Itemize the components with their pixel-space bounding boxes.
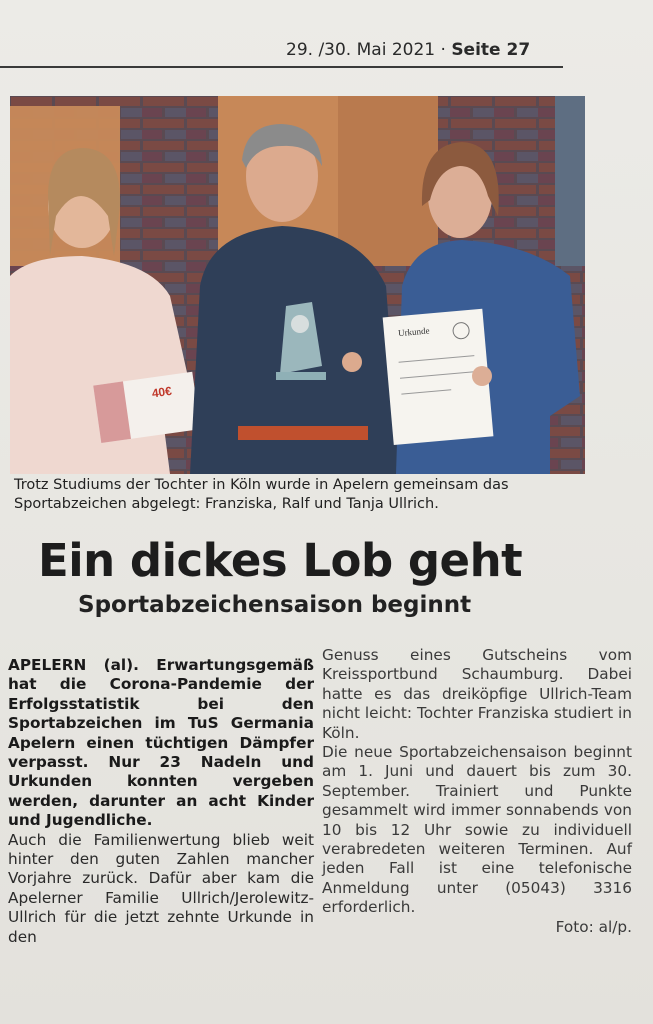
article-paragraph: Die neue Sportabzeichensaison beginnt am 1. Juni und dauert bis zum 30. September. Trainiert und Punkte gesammelt wird immer sonnabends von 10 bis 12 Uhr sowie zu individuell verabredeten weiteren Terminen. Auf jeden Fall ist eine telefonische Anmeldung unter (05043) 3316 erforderlich. (322, 743, 632, 917)
article-column-1 (8, 656, 314, 947)
header-rule (0, 66, 563, 68)
article-photo (10, 96, 585, 474)
article-lead: APELERN (al). Erwartungsgemäß hat die Corona-Pandemie der Erfolgsstatistik bei den Sportabzeichen im TuS Germania Apelern einen tüchtigen Dämpfer verpasst. Nur 23 Nadeln und Urkunden konnten vergeben werden, darunter an acht Kinder und Jugendliche. (8, 656, 314, 830)
photo-three-people-award-icon (10, 96, 585, 474)
page-header (286, 40, 530, 60)
issue-date: 29. /30. Mai 2021 (286, 40, 436, 60)
page-number: Seite 27 (451, 40, 531, 60)
article-paragraph: Genuss eines Gutscheins vom Kreissportbund Schaumburg. Dabei hatte es das dreiköpfige Ullrich-Team nicht leicht: Tochter Franziska studiert in Köln. (322, 646, 632, 742)
subheadline: Sportabzeichensaison beginnt (78, 592, 472, 618)
headline: Ein dickes Lob geht (38, 534, 523, 587)
photo-credit: Foto: al/p. (555, 917, 632, 936)
article-column-2 (322, 646, 632, 937)
header-separator: · (440, 40, 446, 60)
svg-text:Urkunde: Urkunde (397, 325, 430, 339)
svg-text:40€: 40€ (150, 383, 173, 401)
photo-caption: Trotz Studiums der Tochter in Köln wurde in Apelern gemeinsam das Sportabzeichen abgelegt: Franziska, Ralf und Tanja Ullrich. (14, 477, 509, 512)
article-paragraph: Auch die Familienwertung blieb weit hinter den guten Zahlen mancher Vorjahre zurück. Dafür aber kam die Apelerner Familie Ullrich/Jerolewitz-Ullrich für die jetzt zehnte Urkunde in den (8, 830, 314, 946)
